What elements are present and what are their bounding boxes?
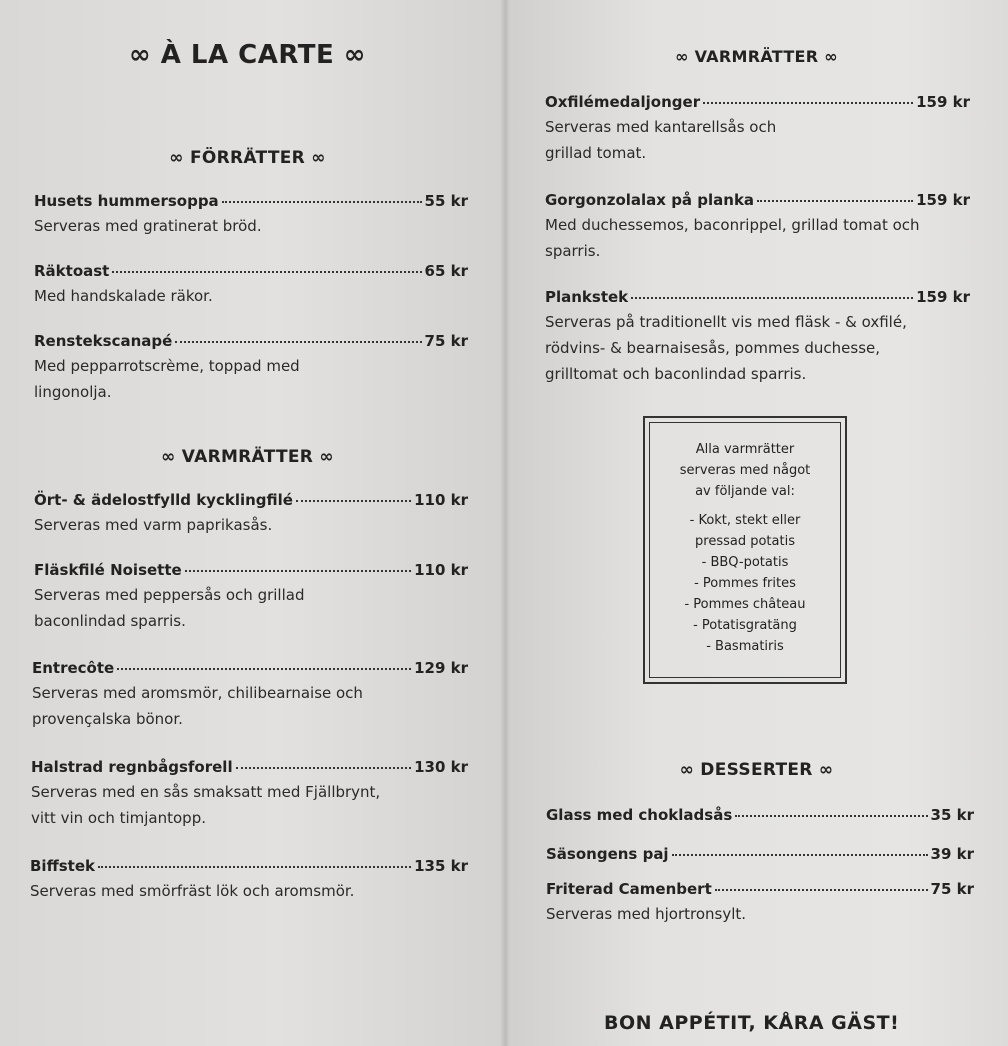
info-box-inner: [649, 422, 841, 678]
dot-leader: [672, 854, 928, 856]
menu-item-biffstek: [30, 857, 468, 904]
item-price: 129 kr: [414, 659, 468, 677]
dot-leader: [631, 297, 913, 299]
item-name: Glass med chokladsås: [546, 806, 733, 824]
side-dish-info-box: [643, 416, 847, 684]
dot-leader: [757, 200, 913, 202]
info-option-line: - BBQ-potatis: [701, 555, 789, 570]
dot-leader: [735, 815, 927, 817]
dot-leader: [112, 271, 421, 273]
section-heading-desserter: ∞ DESSERTER ∞: [679, 760, 834, 780]
dot-leader: [222, 201, 422, 203]
menu-item-raktoast: [34, 262, 468, 309]
menu-item-flaskfile-noisette: [34, 561, 468, 634]
item-price: 110 kr: [414, 491, 468, 509]
dot-leader: [185, 570, 411, 572]
info-option-line: - Pommes frites: [694, 576, 796, 591]
dot-leader: [98, 866, 411, 868]
item-price: 110 kr: [414, 561, 468, 579]
item-name: Friterad Camenbert: [546, 880, 712, 898]
item-price: 55 kr: [424, 192, 468, 210]
info-intro-line: serveras med något: [679, 463, 811, 478]
dot-leader: [175, 341, 421, 343]
item-price: 159 kr: [916, 288, 970, 306]
info-intro-line: av följande val:: [695, 484, 795, 499]
item-description: Med handskalade räkor.: [34, 287, 213, 305]
menu-item-gorgonzolalax: [545, 191, 970, 264]
item-description: Serveras med gratinerat bröd.: [34, 217, 262, 235]
item-description: Serveras med smörfräst lök och aromsmör.: [30, 882, 355, 900]
menu-item-hummersoppa: [34, 192, 468, 239]
dot-leader: [296, 500, 411, 502]
page-fold: [500, 0, 510, 1046]
item-name: Fläskfilé Noisette: [34, 561, 182, 579]
item-description: Med pepparrotscrème, toppad med lingonolja.: [34, 357, 300, 401]
item-name: Säsongens paj: [546, 845, 669, 863]
item-price: 75 kr: [424, 332, 468, 350]
item-description: Serveras med en sås smaksatt med Fjällbrynt, vitt vin och timjantopp.: [31, 783, 381, 827]
dot-leader: [236, 767, 412, 769]
item-name: Räktoast: [34, 262, 110, 280]
item-name: Renstekscanapé: [34, 332, 173, 350]
dot-leader: [703, 102, 913, 104]
section-heading-varmratter-right: ∞ VARMRÄTTER ∞: [675, 47, 838, 66]
menu-item-pai: [546, 845, 974, 863]
item-name: Ört- & ädelostfylld kycklingfilé: [34, 491, 293, 509]
item-price: 130 kr: [414, 758, 468, 776]
info-option-line: - Basmatiris: [706, 639, 784, 654]
item-description: Serveras på traditionellt vis med fläsk - & oxfilé, rödvins- & bearnaisesås, pommes duchesse, grilltomat och baconlindad sparris.: [545, 313, 907, 383]
item-description: Serveras med aromsmör, chilibearnaise och provençalska bönor.: [32, 684, 363, 728]
item-name: Biffstek: [30, 857, 95, 875]
dot-leader: [715, 889, 928, 891]
menu-item-renstekscanape: [34, 332, 468, 405]
item-name: Husets hummersoppa: [34, 192, 219, 210]
item-price: 35 kr: [930, 806, 974, 824]
info-option-line: - Kokt, stekt eller: [689, 513, 801, 528]
menu-item-glass: [546, 806, 974, 824]
menu-item-oxfilemedaljonger: [545, 93, 970, 166]
section-heading-varmratter: ∞ VARMRÄTTER ∞: [161, 447, 334, 467]
item-description: Serveras med varm paprikasås.: [34, 516, 273, 534]
item-price: 65 kr: [424, 262, 468, 280]
item-description: Med duchessemos, baconrippel, grillad tomat och sparris.: [545, 216, 920, 260]
menu-title: ∞ À LA CARTE ∞: [129, 40, 366, 70]
item-name: Plankstek: [545, 288, 629, 306]
menu-item-entrecote: [32, 659, 468, 732]
item-description: Serveras med peppersås och grillad baconlindad sparris.: [34, 586, 305, 630]
item-description: Serveras med kantarellsås och grillad tomat.: [545, 118, 777, 162]
item-description: Serveras med hjortronsylt.: [546, 905, 747, 923]
info-option-line: - Pommes château: [684, 597, 806, 612]
item-name: Oxfilémedaljonger: [545, 93, 701, 111]
info-option-line: - Potatisgratäng: [693, 618, 797, 633]
closing-greeting: BON APPÉTIT, KÅRA GÄST!: [604, 1012, 900, 1034]
menu-item-plankstek: [545, 288, 970, 387]
info-spacer: [650, 502, 840, 510]
info-intro-line: Alla varmrätter: [695, 442, 795, 457]
item-price: 159 kr: [916, 93, 970, 111]
item-name: Gorgonzolalax på planka: [545, 191, 755, 209]
dot-leader: [117, 668, 411, 670]
item-name: Entrecôte: [32, 659, 115, 677]
section-heading-forratter: ∞ FÖRRÄTTER ∞: [169, 148, 326, 168]
item-price: 159 kr: [916, 191, 970, 209]
info-option-line: pressad potatis: [695, 534, 795, 549]
item-price: 135 kr: [414, 857, 468, 875]
item-price: 75 kr: [930, 880, 974, 898]
item-price: 39 kr: [930, 845, 974, 863]
menu-item-regnbagsforell: [31, 758, 468, 831]
menu-item-kycklingfile: [34, 491, 468, 538]
item-name: Halstrad regnbågsforell: [31, 758, 233, 776]
menu-item-camenbert: [546, 880, 974, 927]
